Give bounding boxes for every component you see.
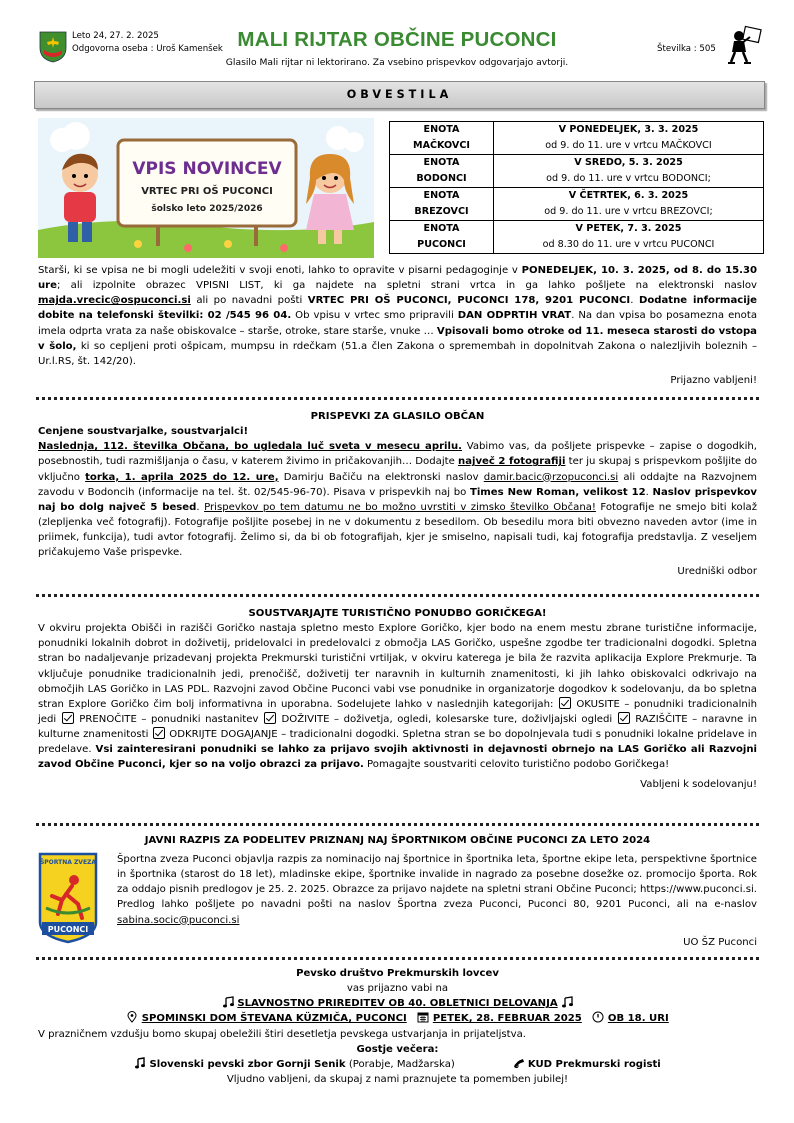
checkbox-checked-icon (618, 712, 630, 724)
sport-heading: JAVNI RAZPIS ZA PODELITEV PRIZNANJ NAJ ŠPORTNIKOM OBČINE PUCONCI ZA LETO 2024 (144, 835, 651, 846)
dotted-divider (36, 957, 759, 960)
kindergarten-enrollment-illustration (38, 118, 374, 258)
checkbox-checked-icon (264, 712, 276, 724)
issue-number: Številka : 505 (657, 44, 716, 54)
vpis-image-line3: šolsko leto 2025/2026 (151, 204, 263, 214)
event-date: PETEK, 28. FEBRUAR 2025 (432, 1013, 582, 1025)
guest-1: Slovenski pevski zbor Gornji Senik (149, 1058, 346, 1070)
enrollment-sign-off: Prijazno vabljeni! (670, 374, 757, 386)
dotted-divider (36, 397, 759, 400)
sport-paragraph: Športna zveza Puconci objavlja razpis za nominacijo naj športnice in športnika leta, športne ekipe leta, perspektivne športnice in športnika (starost do 18 let), mladinske ekipe, športnike invalide in nagrado za posebne dosežke oz. promocijo športa. Rok za oddajo pisnih predlogov je 25. 2. 2025. Obrazce za prijavo najdete na spletni strani Občine Puconci; https://www.puconci.si. Predlog lahko pošljete po navadni pošti na naslov Športna zveza Puconci, Puconci 80, 9201 Puconci, ali na e-naslov sabina.socic@puconci.si (117, 854, 757, 926)
unit-cell: ENOTA PUCONCI (390, 221, 494, 254)
table-row (390, 155, 764, 188)
enrollment-paragraph: Starši, ki se vpisa ne bi mogli udeležiti v svoji enoti, lahko to opravite v pisarni pedagoginje v PONEDELJEK, 10. 3. 2025, od 8. do 15.30 ure; ali izpolnite obrazec VPISNI LIST, ki ga najdete na spletni strani vrtca in ga lahko pošljete na elektronski naslov majda.vrecic@ospuconci.si ali po navadni pošti VRTEC PRI OŠ PUCONCI, PUCONCI 178, 9201 PUCONCI. Dodatne informacije dobite na telefonski številki: 02 /545 96 04. Ob vpisu v vrtec smo pripravili DAN ODPRTIH VRAT. Na dan vpisa bo posamezna enota imela odprta vrata za naše obiskovalce – starše, otroke, stare starše, vnuke … Vpisovali bomo otroke od 11. meseca starosti do vstopa v šolo, ki so cepljeni proti ošpicam, mumpsu in rdečkam (51.a člen Zakona o spremembah in dopolnitvah Zakona o nalezljivih boleznih – Ur.l.RS, št. 142/20). (38, 265, 758, 367)
contributions-paragraph: Naslednja, 112. številka Občana, bo ugledala luč sveta v mesecu aprilu. Vabimo vas, da pošljete prispevke – zapise o dogodkih, posebnostih, tudi razmišljanja o času, v katerem živimo in pričakovanjih… Dodajte največ 2 fotografiji ter ju skupaj s prispevkom pošljite do vključno torka, 1. aprila 2025 do 12. ure, Damirju Bačiču na elektronski naslov damir.bacic@rzopuconci.si ali oddajte na Razvojnem zavodu v Bodoncih (informacije na tel. št. 02/545-96-70). Pisava v prispevkih naj bo Times New Roman, velikost 12. Naslov prispevkov naj bo dolg največ 5 besed. Prispevkov po tem datumu ne bo možno uvrstiti v zimsko številko Občana! Fotografije ne smejo biti kolaž (zlepljenka več fotografij). Fotografije pošljite posebej in ne v dokumentu z besedilom. Ob besedilu mora biti obvezno naveden avtor (ime in priimek, funkcija), tudi avtor fotografij. Želimo si, da bi ob fotografijah, kjer je smiselno, napisali tudi, kaj fotografija predstavlja. Z veseljem pričakujemo Vaše prispevke. (38, 441, 758, 559)
sport-email-link[interactable]: sabina.socic@puconci.si (117, 914, 240, 926)
date-cell: V PETEK, 7. 3. 2025 od 8.30 do 11. ure v vrtcu PUCONCI (494, 221, 764, 254)
date-cell: V ČETRTEK, 6. 3. 2025 od 9. do 11. ure v vrtcu BREZOVCI; (494, 188, 764, 221)
sports-logo-bottom-text: PUCONCI (47, 925, 89, 934)
event-title: SLAVNOSTNO PRIREDITEV OB 40. OBLETNICI DELOVANJA (38, 996, 757, 1011)
contributions-email-link[interactable]: damir.bacic@rzopuconci.si (483, 471, 619, 483)
issue-date: Leto 24, 27. 2. 2025 (72, 31, 159, 41)
table-row (390, 122, 764, 155)
page-subtitle: Glasilo Mali rijtar ni lektorirano. Za vsebino prispevkov odgovarjajo avtorji. (225, 57, 569, 68)
knight-mascot-icon (722, 25, 764, 65)
enrollment-notice (38, 263, 757, 388)
date-cell: V SREDO, 5. 3. 2025 od 9. do 11. ure v vrtcu BODONCI; (494, 155, 764, 188)
sports-logo-top-text: ŠPORTNA ZVEZA (39, 859, 97, 866)
clock-icon (592, 1011, 604, 1023)
guests-list: Slovenski pevski zbor Gornji Senik (Porabje, Madžarska) KUD Prekmurski rogisti (38, 1057, 757, 1072)
contributions-heading: PRISPEVKI ZA GLASILO OBČAN (310, 411, 485, 422)
vpis-image-line2: VRTEC PRI OŠ PUCONCI (141, 186, 273, 197)
page-title: MALI RIJTAR OBČINE PUCONCI (237, 28, 557, 51)
sports-association-logo (38, 852, 98, 944)
sport-sign-off: UO ŠZ Puconci (683, 936, 757, 948)
enrollment-schedule-table (389, 121, 764, 254)
event-place: SPOMINSKI DOM ŠTEVANA KÜZMIČA, PUCONCI (141, 1013, 407, 1025)
contributions-sign-off: Uredniški odbor (677, 566, 757, 578)
closing-line: Vljudno vabljeni, da skupaj z nami praznujete ta pomemben jubilej! (226, 1073, 569, 1085)
event-time: OB 18. URI (607, 1013, 669, 1025)
section-banner: OBVESTILA (34, 81, 765, 109)
tourism-paragraph: V okviru projekta Obišči in razišči Goričko nastaja spletno mesto Explore Goričko, kjer bodo na enem mestu zbrane turistične informacije, ponudniki lokalnih dobrot in doživetij, pridelovalci in predelovalci z območja LAS Goričko, uspešne zgodbe ter tradicionalni dogodki. Spletna stran bo nadaljevanje prizadevanj projekta Prekmurski turistični vrtiljak, v okviru katerega je bila že razvita aplikacija Explore Prekmurje. Ta vključuje ponudnike tradicionalnih jedi, prenočišč, doživetij ter naravnih in kulturnih znamenitosti, ki jih lahko obiskovalci odkrivajo na območjih LAS Goričko in LAS PDL. Razvojni zavod Občine Puconci vabi vse ponudnike in organizatorje dogodkov k sodelovanju, da bo spletna stran Explore Goričko čim bolj informativna in uporabna. Sodelujete lahko v naslednjih kategorijah: OKUSITE – ponudniki tradicionalnih jedi PRENOČITE – ponudniki nastanitev DOŽIVITE – doživetja, ogledi, kolesarske ture, doživljajski ogledi RAZIŠČITE – naravne in kulturne znamenitosti ODKRIJTE DOGAJANJE – tradicionalni dogodki. Spletna stran se bo dopolnjevala tudi s ponudniki lokalne pridelave in predelave. Vsi zainteresirani ponudniki se lahko za prijavo svojih aktivnosti in dejavnosti obrnejo na LAS Goričko ali Razvojni zavod Občine Puconci, kjer so na voljo obrazci za prijavo. Pomagajte soustvariti celovito turistično podobo Goričkega! (38, 623, 758, 771)
checkbox-checked-icon (62, 712, 74, 724)
sport-notice (117, 852, 757, 950)
tourism-sign-off: Vabljeni k sodelovanju! (640, 778, 757, 790)
sport-heading-block (38, 833, 757, 848)
dotted-divider (36, 594, 759, 597)
unit-cell: ENOTA MAČKOVCI (390, 122, 494, 155)
vpis-image-title: VPIS NOVINCEV (132, 159, 282, 179)
dotted-divider (36, 823, 759, 826)
location-pin-icon (126, 1011, 138, 1023)
contributions-section (38, 409, 757, 580)
checkbox-checked-icon (559, 697, 571, 709)
contributions-greeting: Cenjene soustvarjalke, soustvarjalci! (38, 426, 249, 438)
tourism-heading: SOUSTVARJAJTE TURISTIČNO PONUDBO GORIČKEGA! (248, 608, 547, 619)
choir-name: Pevsko društvo Prekmurskih lovcev (296, 968, 499, 979)
event-description: V prazničnem vzdušju bomo skupaj obeležili štiri desetletja pevskega ustvarjanja in prijateljstva. (38, 1028, 526, 1040)
tourism-section (38, 606, 757, 792)
music-notes-icon (222, 996, 234, 1008)
calendar-icon (417, 1011, 429, 1023)
unit-cell: ENOTA BODONCI (390, 155, 494, 188)
horn-icon (513, 1057, 525, 1069)
choir-invite-line: vas prijazno vabi na (346, 983, 449, 995)
date-cell: V PONEDELJEK, 3. 3. 2025 od 9. do 11. ure v vrtcu MAČKOVCI (494, 122, 764, 155)
unit-cell: ENOTA BREZOVCI (390, 188, 494, 221)
table-row (390, 221, 764, 254)
guest-2: KUD Prekmurski rogisti (527, 1058, 661, 1070)
event-details (38, 1011, 757, 1026)
table-row (390, 188, 764, 221)
music-notes-icon (561, 996, 573, 1008)
checkbox-checked-icon (153, 727, 165, 739)
choir-invitation (38, 966, 757, 1087)
music-note-icon (134, 1057, 146, 1069)
enrollment-email-link[interactable]: majda.vrecic@ospuconci.si (38, 295, 191, 307)
guests-heading: Gostje večera: (356, 1043, 439, 1055)
responsible-person: Odgovorna oseba : Uroš Kamenšek (72, 44, 223, 54)
